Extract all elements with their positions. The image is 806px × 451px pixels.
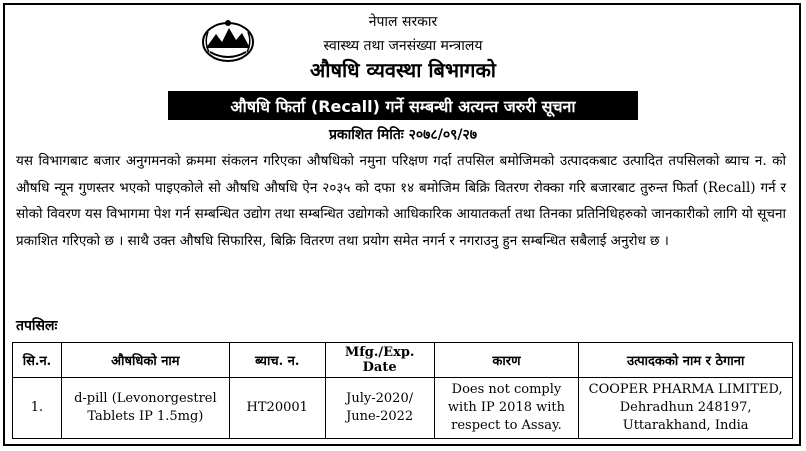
cell-manufacturer: COOPER PHARMA LIMITED, Dehradhun 248197, Uttarakhand, India [579,378,793,439]
government-name: नेपाल सरकार [368,14,438,30]
cell-mfg-exp-date: July-2020/ June-2022 [325,378,434,439]
col-header-reason: कारण [434,343,579,378]
cell-batch-no: HT20001 [229,378,325,439]
ministry-name: स्वास्थ्य तथा जनसंख्या मन्त्रालय [323,38,483,54]
col-header-manufacturer: उत्पादकको नाम र ठेगाना [579,343,793,378]
recall-table [12,342,793,439]
col-header-serial: सि.न. [13,343,62,378]
details-label: तपसिलः [16,318,58,334]
notice-title-banner: औषधि फिर्ता (Recall) गर्ने सम्बन्धी अत्यन्त जरुरी सूचना [168,91,638,120]
col-header-medicine-name: औषधिको नाम [61,343,229,378]
col-header-mfg-exp-date: Mfg./Exp. Date [325,343,434,378]
published-date: प्रकाशित मितिः २०७८/०९/२७ [328,127,478,143]
cell-medicine-name: d-pill (Levonorgestrel Tablets IP 1.5mg) [61,378,229,439]
department-name: औषधि व्यवस्था बिभागको [310,58,496,82]
table-row [13,378,793,439]
notice-body: यस विभागबाट बजार अनुगमनको क्रममा संकलन गरिएका औषधिको नमुना परिक्षण गर्दा तपसिल बमोजिमको उत्पादकबाट उत्पादित तपसिलको ब्याच न. को औषधि न्यून गुणस्तर भएको पाइएकोले सो औषधि औषधि ऐन २०३५ को दफा १४ बमोजिम बिक्रि वितरण रोक्का गरि बजारबाट तुरुन्त फिर्ता (Recall) गर्न र सोको विवरण यस विभागमा पेश गर्न सम्बन्धित उद्योग तथा सम्बन्धित उद्योगको आधिकारिक आयातकर्ता तथा तिनका प्रतिनिधिहरुको जानकारीको लागि यो सूचना प्रकाशित गरिएको छ । साथै उक्त औषधि सिफारिस, बिक्रि वितरण तथा प्रयोग समेत नगर्न र नगराउनु हुन सम्बन्धित सबैलाई अनुरोध छ । [16,153,786,249]
cell-serial: 1. [13,378,62,439]
cell-reason: Does not comply with IP 2018 with respect to Assay. [434,378,579,439]
col-header-batch-no: ब्याच. न. [229,343,325,378]
table-header-row [13,343,793,378]
